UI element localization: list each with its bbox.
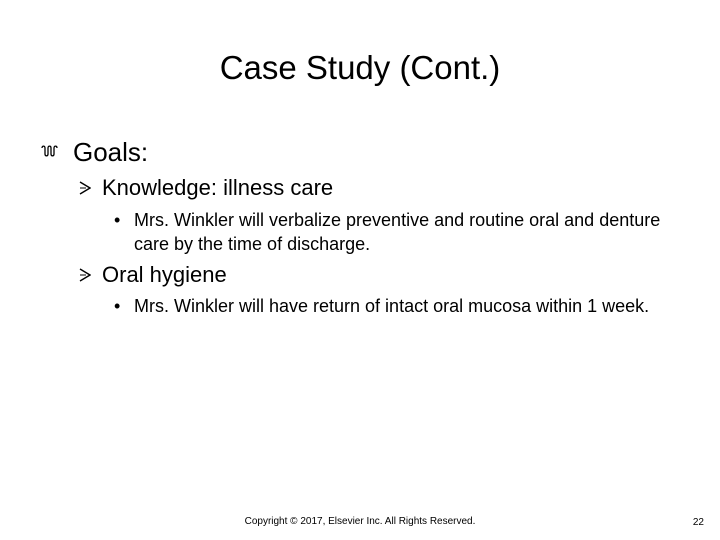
page-number: 22 (692, 517, 704, 528)
goals-heading: Goals: (73, 137, 149, 167)
arrowhead-bullet-icon (79, 268, 91, 282)
slide-title: Case Study (Cont.) (219, 49, 501, 86)
goal-label: Oral hygiene (102, 262, 227, 287)
copyright-footer: Copyright © 2017, Elsevier Inc. All Rights Reserved. (244, 516, 476, 527)
arrowhead-bullet-icon (79, 181, 91, 195)
scroll-bullet-icon (40, 144, 58, 158)
goal-detail-text: Mrs. Winkler will have return of intact oral mucosa within 1 week. (134, 296, 650, 316)
goal-label: Knowledge: illness care (102, 175, 334, 200)
goal-detail-text: Mrs. Winkler will verbalize preventive and routine oral and denture care by the time of discharge. (134, 210, 661, 254)
sub-bullet: • (114, 210, 121, 230)
sub-bullet: • (114, 296, 121, 316)
